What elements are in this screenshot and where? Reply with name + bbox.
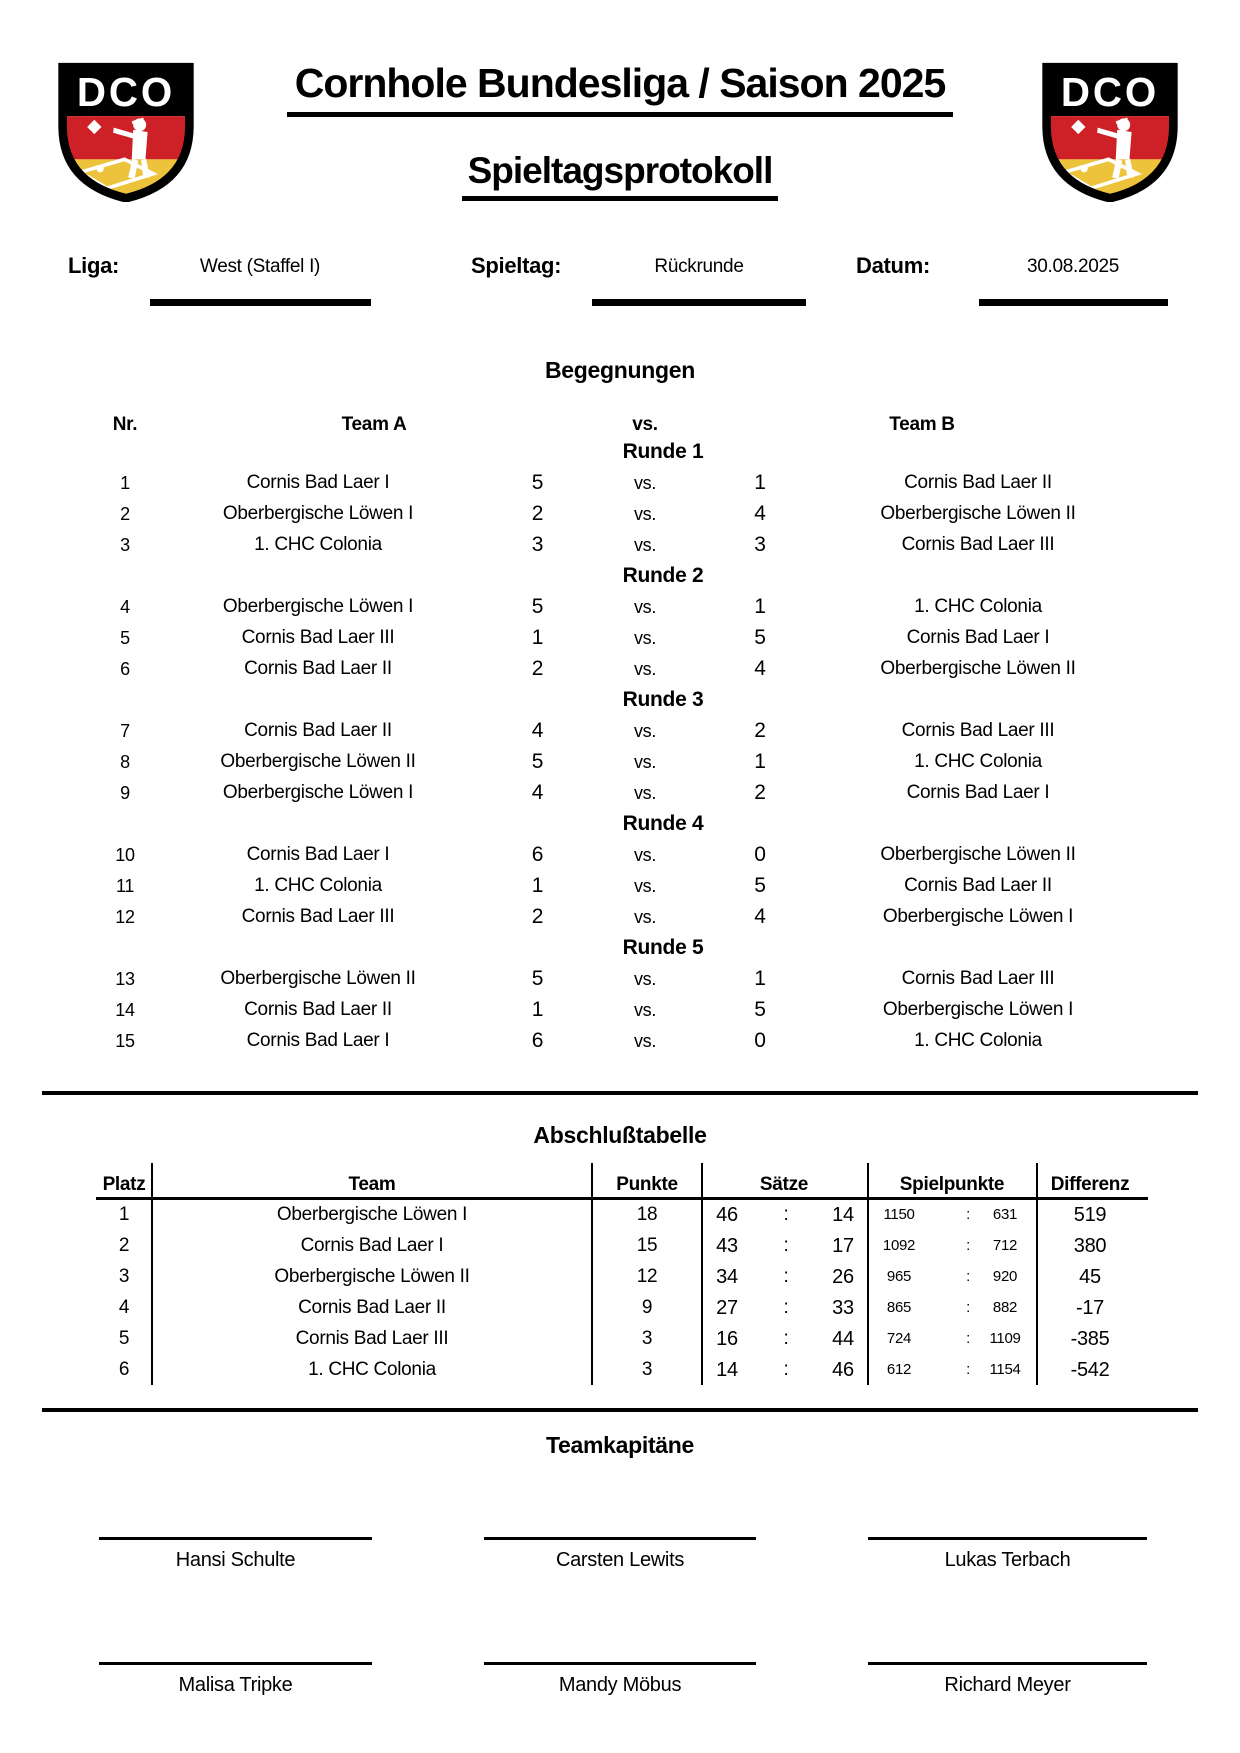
team-b-score: 1 xyxy=(754,750,766,773)
team-a-score: 2 xyxy=(531,657,544,680)
table-divider xyxy=(1036,1163,1038,1385)
captain-name: Malisa Tripke xyxy=(178,1674,293,1696)
saetze-colon: : xyxy=(783,1328,789,1349)
vs-label: vs. xyxy=(633,969,657,989)
match-number: 15 xyxy=(115,1031,135,1051)
spielpunkte-colon: : xyxy=(966,1330,970,1347)
table-header-saetze: Sätze xyxy=(759,1174,809,1195)
platz-value: 4 xyxy=(118,1297,130,1318)
match-number: 4 xyxy=(120,597,130,617)
team-name: 1. CHC Colonia xyxy=(308,1359,436,1380)
team-b-score: 1 xyxy=(754,471,766,494)
saetze-gegen: 14 xyxy=(832,1204,854,1226)
team-a-score: 3 xyxy=(531,533,544,556)
captain-name: Lukas Terbach xyxy=(944,1549,1071,1571)
team-a-score: 5 xyxy=(531,471,544,494)
punkte-value: 15 xyxy=(636,1235,658,1256)
match-number: 3 xyxy=(120,535,130,555)
spieltag-label: Spieltag: xyxy=(471,253,562,278)
team-b-name: Cornis Bad Laer I xyxy=(906,627,1050,648)
saetze-gegen: 26 xyxy=(832,1266,854,1288)
saetze-for: 43 xyxy=(716,1235,738,1257)
saetze-for: 27 xyxy=(716,1297,738,1319)
match-number: 6 xyxy=(120,659,130,679)
spielpunkte-colon: : xyxy=(966,1206,970,1223)
table-header-differenz: Differenz xyxy=(1050,1174,1130,1195)
spielpunkte-gegen: 712 xyxy=(992,1237,1018,1254)
match-number: 10 xyxy=(115,845,135,865)
team-a-name: Oberbergische Löwen II xyxy=(220,968,416,989)
team-a-name: Cornis Bad Laer II xyxy=(244,658,392,679)
team-b-name: Oberbergische Löwen II xyxy=(880,844,1076,865)
match-number: 13 xyxy=(115,969,135,989)
team-b-name: 1. CHC Colonia xyxy=(914,596,1042,617)
team-b-score: 2 xyxy=(754,719,766,742)
teamkapitaene-title: Teamkapitäne xyxy=(545,1432,695,1458)
captain-name: Mandy Möbus xyxy=(558,1674,682,1696)
team-a-score: 5 xyxy=(531,750,544,773)
table-header-team: Team xyxy=(348,1174,396,1195)
differenz-value: 45 xyxy=(1079,1266,1101,1288)
punkte-value: 12 xyxy=(636,1266,658,1287)
team-b-score: 3 xyxy=(754,533,766,556)
team-b-name: Oberbergische Löwen II xyxy=(880,658,1076,679)
column-header-nr: Nr. xyxy=(112,414,138,435)
spielpunkte-gegen: 1154 xyxy=(989,1361,1021,1378)
page-subtitle-text: Spieltagsprotokoll xyxy=(462,150,779,201)
differenz-value: -542 xyxy=(1070,1359,1110,1381)
spielpunkte-gegen: 920 xyxy=(992,1268,1018,1285)
abschlusstabelle-title: Abschlußtabelle xyxy=(533,1122,707,1148)
team-b-score: 4 xyxy=(754,657,766,680)
team-b-name: Cornis Bad Laer III xyxy=(901,534,1055,555)
spielpunkte-gegen: 882 xyxy=(992,1299,1018,1316)
team-a-score: 5 xyxy=(531,967,544,990)
vs-label: vs. xyxy=(633,659,657,679)
team-a-score: 1 xyxy=(531,874,544,897)
vs-label: vs. xyxy=(633,504,657,524)
team-b-score: 5 xyxy=(754,874,766,897)
team-name: Cornis Bad Laer I xyxy=(300,1235,444,1256)
datum-underline xyxy=(979,299,1168,306)
team-a-score: 5 xyxy=(531,595,544,618)
table-divider xyxy=(591,1163,593,1385)
saetze-gegen: 33 xyxy=(832,1297,854,1319)
saetze-colon: : xyxy=(783,1359,789,1380)
team-b-name: Cornis Bad Laer II xyxy=(904,875,1052,896)
liga-underline xyxy=(150,299,371,306)
team-a-score: 2 xyxy=(531,905,544,928)
captain-name: Richard Meyer xyxy=(944,1674,1071,1696)
vs-label: vs. xyxy=(633,783,657,803)
team-a-score: 1 xyxy=(531,998,544,1021)
spielpunkte-for: 865 xyxy=(886,1299,912,1316)
team-b-name: Cornis Bad Laer III xyxy=(901,720,1055,741)
signature-line xyxy=(99,1662,372,1665)
team-b-score: 0 xyxy=(754,1029,766,1052)
spielpunkte-for: 612 xyxy=(886,1361,912,1378)
team-b-score: 4 xyxy=(754,502,766,525)
match-number: 2 xyxy=(120,504,130,524)
page-title-text: Cornhole Bundesliga / Saison 2025 xyxy=(287,60,954,117)
platz-value: 1 xyxy=(118,1204,130,1225)
team-b-score: 2 xyxy=(754,781,766,804)
team-name: Oberbergische Löwen II xyxy=(274,1266,470,1287)
team-a-name: Oberbergische Löwen I xyxy=(222,782,414,803)
vs-label: vs. xyxy=(633,907,657,927)
team-a-name: Cornis Bad Laer III xyxy=(241,627,395,648)
team-a-score: 1 xyxy=(531,626,544,649)
logo-text: DCO xyxy=(76,69,176,116)
vs-label: vs. xyxy=(633,1000,657,1020)
spieltag-value: Rückrunde xyxy=(654,256,744,277)
platz-value: 3 xyxy=(118,1266,130,1287)
team-a-name: Oberbergische Löwen I xyxy=(222,503,414,524)
page-title xyxy=(0,60,1240,117)
team-a-score: 6 xyxy=(531,843,544,866)
team-b-name: Cornis Bad Laer III xyxy=(901,968,1055,989)
platz-value: 2 xyxy=(118,1235,130,1256)
punkte-value: 18 xyxy=(636,1204,658,1225)
team-b-name: Oberbergische Löwen I xyxy=(882,999,1074,1020)
vs-label: vs. xyxy=(633,752,657,772)
team-b-score: 4 xyxy=(754,905,766,928)
team-b-name: Oberbergische Löwen II xyxy=(880,503,1076,524)
spielpunkte-for: 1092 xyxy=(882,1237,916,1254)
saetze-for: 14 xyxy=(716,1359,738,1381)
column-header-team-a: Team A xyxy=(341,414,407,435)
differenz-value: 380 xyxy=(1073,1235,1107,1257)
team-b-score: 1 xyxy=(754,967,766,990)
section-divider xyxy=(42,1091,1198,1095)
round-heading: Runde 4 xyxy=(622,812,704,835)
team-b-name: Cornis Bad Laer II xyxy=(904,472,1052,493)
saetze-colon: : xyxy=(783,1204,789,1225)
team-b-score: 5 xyxy=(754,998,766,1021)
saetze-gegen: 44 xyxy=(832,1328,854,1350)
match-number: 14 xyxy=(115,1000,135,1020)
team-a-score: 6 xyxy=(531,1029,544,1052)
spielpunkte-gegen: 631 xyxy=(992,1206,1018,1223)
vs-label: vs. xyxy=(633,473,657,493)
datum-label: Datum: xyxy=(856,253,930,278)
saetze-for: 34 xyxy=(716,1266,738,1288)
team-a-name: Cornis Bad Laer II xyxy=(244,999,392,1020)
platz-value: 5 xyxy=(118,1328,130,1349)
round-heading: Runde 5 xyxy=(622,936,704,959)
differenz-value: 519 xyxy=(1073,1204,1107,1226)
vs-label: vs. xyxy=(633,628,657,648)
round-heading: Runde 1 xyxy=(622,440,704,463)
match-number: 9 xyxy=(120,783,130,803)
team-a-name: Oberbergische Löwen I xyxy=(222,596,414,617)
team-a-name: 1. CHC Colonia xyxy=(254,534,382,555)
datum-value: 30.08.2025 xyxy=(1026,256,1120,277)
round-heading: Runde 3 xyxy=(622,688,704,711)
logo-text: DCO xyxy=(1060,69,1160,116)
match-number: 11 xyxy=(115,876,135,896)
signature-line xyxy=(484,1662,756,1665)
team-a-name: Cornis Bad Laer II xyxy=(244,720,392,741)
table-header-platz: Platz xyxy=(102,1174,146,1195)
saetze-gegen: 46 xyxy=(832,1359,854,1381)
team-b-name: 1. CHC Colonia xyxy=(914,1030,1042,1051)
spielpunkte-for: 724 xyxy=(886,1330,912,1347)
match-number: 8 xyxy=(120,752,130,772)
table-header-punkte: Punkte xyxy=(616,1174,678,1195)
spielpunkte-gegen: 1109 xyxy=(989,1330,1021,1347)
spielpunkte-for: 1150 xyxy=(883,1206,915,1223)
team-b-name: Cornis Bad Laer I xyxy=(906,782,1050,803)
vs-label: vs. xyxy=(633,721,657,741)
column-header-team-b: Team B xyxy=(889,414,955,435)
team-a-score: 4 xyxy=(531,719,544,742)
team-a-name: Cornis Bad Laer I xyxy=(246,844,390,865)
column-header-vs: vs. xyxy=(632,414,658,435)
team-a-score: 2 xyxy=(531,502,544,525)
spieltag-underline xyxy=(592,299,806,306)
signature-line xyxy=(868,1537,1147,1540)
spielpunkte-colon: : xyxy=(966,1299,970,1316)
vs-label: vs. xyxy=(633,845,657,865)
platz-value: 6 xyxy=(118,1359,130,1380)
liga-label: Liga: xyxy=(68,253,120,278)
saetze-colon: : xyxy=(783,1266,789,1287)
team-name: Cornis Bad Laer II xyxy=(298,1297,446,1318)
vs-label: vs. xyxy=(633,1031,657,1051)
spielpunkte-colon: : xyxy=(966,1237,970,1254)
page-subtitle xyxy=(0,150,1240,201)
begegnungen-title: Begegnungen xyxy=(544,357,696,383)
team-b-name: 1. CHC Colonia xyxy=(914,751,1042,772)
team-a-name: 1. CHC Colonia xyxy=(254,875,382,896)
team-a-score: 4 xyxy=(531,781,544,804)
captain-name: Hansi Schulte xyxy=(175,1549,296,1571)
team-a-name: Oberbergische Löwen II xyxy=(220,751,416,772)
table-divider xyxy=(701,1163,703,1385)
team-b-score: 0 xyxy=(754,843,766,866)
match-number: 1 xyxy=(120,473,130,493)
round-heading: Runde 2 xyxy=(622,564,704,587)
team-a-name: Cornis Bad Laer I xyxy=(246,1030,390,1051)
signature-line xyxy=(868,1662,1147,1665)
team-b-score: 1 xyxy=(754,595,766,618)
signature-line xyxy=(99,1537,372,1540)
team-b-name: Oberbergische Löwen I xyxy=(882,906,1074,927)
spielpunkte-for: 965 xyxy=(886,1268,912,1285)
team-a-name: Cornis Bad Laer I xyxy=(246,472,390,493)
saetze-for: 16 xyxy=(716,1328,738,1350)
signature-line xyxy=(484,1537,756,1540)
match-number: 7 xyxy=(120,721,130,741)
spielpunkte-colon: : xyxy=(966,1361,970,1378)
punkte-value: 3 xyxy=(641,1328,653,1349)
differenz-value: -385 xyxy=(1070,1328,1110,1350)
section-divider xyxy=(42,1408,1198,1412)
captain-name: Carsten Lewits xyxy=(555,1549,685,1571)
vs-label: vs. xyxy=(633,597,657,617)
team-a-name: Cornis Bad Laer III xyxy=(241,906,395,927)
liga-value: West (Staffel I) xyxy=(199,256,321,277)
punkte-value: 3 xyxy=(641,1359,653,1380)
punkte-value: 9 xyxy=(641,1297,653,1318)
saetze-for: 46 xyxy=(716,1204,738,1226)
saetze-gegen: 17 xyxy=(832,1235,854,1257)
match-number: 5 xyxy=(120,628,130,648)
vs-label: vs. xyxy=(633,876,657,896)
team-name: Oberbergische Löwen I xyxy=(276,1204,468,1225)
saetze-colon: : xyxy=(783,1297,789,1318)
saetze-colon: : xyxy=(783,1235,789,1256)
match-number: 12 xyxy=(115,907,135,927)
team-name: Cornis Bad Laer III xyxy=(295,1328,449,1349)
table-header-spielpunkte: Spielpunkte xyxy=(899,1174,1005,1195)
team-b-score: 5 xyxy=(754,626,766,649)
spielpunkte-colon: : xyxy=(966,1268,970,1285)
differenz-value: -17 xyxy=(1075,1297,1104,1319)
vs-label: vs. xyxy=(633,535,657,555)
